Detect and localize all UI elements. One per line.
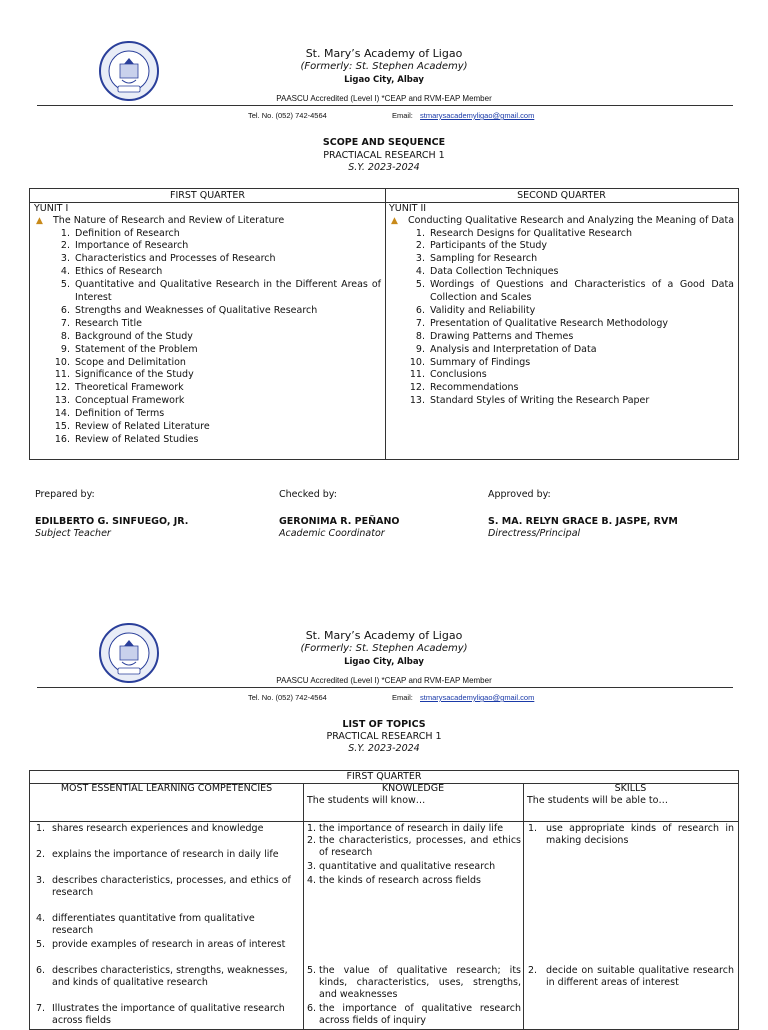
item-number: 10. xyxy=(54,356,70,368)
list-item xyxy=(385,357,734,370)
item-number: 5. xyxy=(307,965,317,976)
item-number: 3. xyxy=(60,253,70,265)
item-text: Quantitative and Qualitative Research in the Different Areas of Interest xyxy=(75,279,381,304)
list-item xyxy=(385,395,734,408)
second-quarter-heading: SECOND QUARTER xyxy=(385,189,738,203)
item-text: Standard Styles of Writing the Research Paper xyxy=(430,395,650,407)
topics-subject: PRACTICAL RESEARCH 1 xyxy=(326,731,442,742)
unit-topic xyxy=(385,215,738,228)
item-text: Analysis and Interpretation of Data xyxy=(430,343,597,355)
item-number: 4. xyxy=(36,913,46,924)
school-former-name: (Formerly: St. Stephen Academy) xyxy=(300,61,468,72)
item-number: 2. xyxy=(415,240,425,252)
telephone-number: Tel. No. (052) 742-4564 xyxy=(248,111,327,120)
item-number: 11. xyxy=(54,369,70,381)
unit-topic-text: The Nature of Research and Review of Literature xyxy=(53,215,285,226)
table-cell-item xyxy=(36,875,298,899)
item-number: 10. xyxy=(409,356,425,368)
item-text: Ethics of Research xyxy=(75,266,163,278)
approved-by-label: Approved by: xyxy=(488,489,551,500)
list-item xyxy=(30,344,381,357)
item-text: Characteristics and Processes of Research xyxy=(75,253,276,265)
list-of-topics-table xyxy=(29,770,739,1030)
scope-sequence-table xyxy=(29,188,739,460)
list-item xyxy=(385,318,734,331)
item-text: provide examples of research in areas of interest xyxy=(52,939,286,950)
item-number: 2. xyxy=(60,240,70,252)
item-number: 1. xyxy=(60,227,70,239)
column-divider xyxy=(303,783,304,1029)
checked-by-name: GERONIMA R. PEÑANO xyxy=(279,516,400,527)
item-number: 1. xyxy=(415,227,425,239)
approved-by-name: S. MA. RELYN GRACE B. JASPE, RVM xyxy=(488,516,678,527)
unit-label: YUNIT II xyxy=(389,203,427,214)
item-text: Review of Related Literature xyxy=(75,421,210,433)
header-divider xyxy=(37,105,733,106)
item-text: Review of Related Studies xyxy=(75,434,199,445)
topics-title: LIST OF TOPICS xyxy=(342,719,426,730)
list-item xyxy=(30,253,381,266)
list-item xyxy=(385,228,734,241)
item-text: decide on suitable qualitative research in different areas of interest xyxy=(546,965,734,988)
table-cell-item xyxy=(36,1003,298,1027)
skills-header-sub: The students will be able to… xyxy=(527,795,668,806)
item-number: 7. xyxy=(415,317,425,329)
table-cell-item xyxy=(307,875,521,887)
item-number: 6. xyxy=(307,1003,317,1014)
list-item xyxy=(385,382,734,395)
item-text: Participants of the Study xyxy=(430,240,548,252)
arrow-bullet-icon: ▲ xyxy=(36,216,43,226)
item-text: Scope and Delimitation xyxy=(75,356,186,368)
item-number: 2. xyxy=(36,849,46,860)
item-text: the value of qualitative research; its kinds, characteristics, uses, strengths, and weaknesses xyxy=(319,965,521,1000)
item-text: describes characteristics, processes, and ethics of research xyxy=(52,875,291,898)
item-text: Conceptual Framework xyxy=(75,395,185,407)
item-number: 14. xyxy=(54,408,70,420)
list-item xyxy=(30,434,381,447)
item-text: Background of the Study xyxy=(75,330,193,342)
first-quarter-topic-list xyxy=(30,228,385,447)
list-item xyxy=(385,331,734,344)
table-header-row xyxy=(30,783,738,822)
table-cell-item xyxy=(528,823,734,847)
item-number: 13. xyxy=(54,395,70,407)
list-item xyxy=(385,369,734,382)
item-number: 3. xyxy=(36,875,46,886)
item-number: 9. xyxy=(60,343,70,355)
item-text: Conclusions xyxy=(430,369,487,381)
item-number: 2. xyxy=(528,965,538,976)
item-text: Research Title xyxy=(75,317,142,329)
item-number: 6. xyxy=(36,965,46,976)
table-cell-item xyxy=(307,835,521,859)
table-cell-item xyxy=(36,939,298,951)
school-former-name: (Formerly: St. Stephen Academy) xyxy=(300,643,468,654)
skills-header-label: SKILLS xyxy=(614,783,647,794)
item-text: use appropriate kinds of research in making decisions xyxy=(546,823,734,846)
item-number: 3. xyxy=(415,253,425,265)
telephone-number: Tel. No. (052) 742-4564 xyxy=(248,693,327,702)
school-city: Ligao City, Albay xyxy=(344,657,424,667)
item-number: 5. xyxy=(415,279,425,291)
list-item xyxy=(385,279,734,305)
list-item xyxy=(30,305,381,318)
school-city: Ligao City, Albay xyxy=(344,75,424,85)
table-cell-item xyxy=(36,849,298,861)
list-item xyxy=(385,344,734,357)
item-text: differentiates quantitative from qualitative research xyxy=(52,913,255,936)
item-number: 15. xyxy=(54,421,70,433)
second-quarter-column xyxy=(385,189,738,459)
list-item xyxy=(385,266,734,279)
item-number: 5. xyxy=(60,279,70,291)
unit-label: YUNIT I xyxy=(34,203,69,214)
item-number: 4. xyxy=(60,266,70,278)
list-item xyxy=(30,395,381,408)
quarter-heading: FIRST QUARTER xyxy=(30,771,738,784)
item-number: 8. xyxy=(60,330,70,342)
list-item xyxy=(30,357,381,370)
item-number: 9. xyxy=(415,343,425,355)
prepared-by-role: Subject Teacher xyxy=(35,528,111,539)
prepared-by-label: Prepared by: xyxy=(35,489,95,500)
item-text: the kinds of research across fields xyxy=(319,875,481,886)
prepared-by-name: EDILBERTO G. SINFUEGO, JR. xyxy=(35,516,189,527)
competencies-header-label: MOST ESSENTIAL LEARNING COMPETENCIES xyxy=(60,783,273,794)
item-number: 7. xyxy=(36,1003,46,1014)
table-cell-item xyxy=(307,1003,521,1027)
approved-by-role: Directress/Principal xyxy=(488,528,581,539)
item-text: Drawing Patterns and Themes xyxy=(430,330,574,342)
list-item xyxy=(30,318,381,331)
item-text: Recommendations xyxy=(430,382,519,394)
item-text: Presentation of Qualitative Research Methodology xyxy=(430,317,668,329)
table-cell-item xyxy=(307,861,521,873)
item-text: Validity and Reliability xyxy=(430,304,536,316)
item-text: Wordings of Questions and Characteristics of a Good Data Collection and Scales xyxy=(430,279,734,304)
item-text: Sampling for Research xyxy=(430,253,538,265)
school-name: St. Mary’s Academy of Ligao xyxy=(305,629,463,642)
item-text: Significance of the Study xyxy=(75,369,194,381)
list-item xyxy=(30,266,381,279)
knowledge-header-sub: The students will know… xyxy=(307,795,426,806)
item-text: quantitative and qualitative research xyxy=(319,861,496,872)
item-number: 2. xyxy=(307,835,317,846)
list-item xyxy=(30,421,381,434)
item-number: 7. xyxy=(60,317,70,329)
accreditation-line: PAASCU Accredited (Level I) *CEAP and RVM-EAP Member xyxy=(276,94,492,103)
item-text: Summary of Findings xyxy=(430,356,531,368)
item-number: 5. xyxy=(36,939,46,950)
first-quarter-column xyxy=(30,189,386,459)
topics-school-year: S.Y. 2023-2024 xyxy=(348,743,420,754)
item-text: Research Designs for Qualitative Research xyxy=(430,227,633,239)
column-divider xyxy=(523,783,524,1029)
email-link[interactable]: stmarysacademyligao@gmail.com xyxy=(420,693,535,702)
item-number: 16. xyxy=(54,434,70,445)
item-text: Definition of Terms xyxy=(75,408,165,420)
item-text: the importance of qualitative research across fields of inquiry xyxy=(319,1003,521,1026)
accreditation-line: PAASCU Accredited (Level I) *CEAP and RVM-EAP Member xyxy=(276,676,492,685)
knowledge-header xyxy=(303,783,523,821)
item-number: 13. xyxy=(409,395,425,407)
arrow-bullet-icon: ▲ xyxy=(391,216,398,226)
item-text: describes characteristics, strengths, weaknesses, and kinds of qualitative research xyxy=(52,965,288,988)
item-number: 6. xyxy=(60,304,70,316)
table-cell-item xyxy=(36,913,298,937)
scope-title: SCOPE AND SEQUENCE xyxy=(322,137,446,148)
item-text: Strengths and Weaknesses of Qualitative Research xyxy=(75,304,318,316)
competencies-header xyxy=(30,783,303,821)
item-number: 12. xyxy=(409,382,425,394)
item-number: 1. xyxy=(528,823,538,834)
list-item xyxy=(30,240,381,253)
list-item xyxy=(30,228,381,241)
item-number: 12. xyxy=(54,382,70,394)
email-label: Email: xyxy=(392,693,413,702)
list-item xyxy=(30,382,381,395)
email-label: Email: xyxy=(392,111,413,120)
item-number: 4. xyxy=(307,875,317,886)
item-text: Theoretical Framework xyxy=(75,382,184,394)
item-number: 6. xyxy=(415,304,425,316)
table-cell-item xyxy=(307,965,521,1001)
table-cell-item xyxy=(36,965,298,989)
item-number: 1. xyxy=(36,823,46,834)
checked-by-role: Academic Coordinator xyxy=(279,528,385,539)
item-text: explains the importance of research in daily life xyxy=(52,849,279,860)
item-text: the importance of research in daily life xyxy=(319,823,504,834)
header-divider xyxy=(37,687,733,688)
list-item xyxy=(30,279,381,305)
scope-school-year: S.Y. 2023-2024 xyxy=(348,162,420,173)
item-text: Data Collection Techniques xyxy=(430,266,559,278)
email-link[interactable]: stmarysacademyligao@gmail.com xyxy=(420,111,535,120)
skills-header xyxy=(523,783,738,821)
list-item xyxy=(30,408,381,421)
scope-subject: PRACTIACAL RESEARCH 1 xyxy=(323,150,445,161)
table-cell-item xyxy=(528,965,734,989)
table-cell-item xyxy=(36,823,298,835)
list-item xyxy=(30,331,381,344)
unit-topic xyxy=(30,215,385,228)
item-text: Statement of the Problem xyxy=(75,343,198,355)
item-text: Definition of Research xyxy=(75,227,180,239)
first-quarter-heading: FIRST QUARTER xyxy=(30,189,385,203)
school-name: St. Mary’s Academy of Ligao xyxy=(305,47,463,60)
item-text: shares research experiences and knowledge xyxy=(52,823,264,834)
item-text: Importance of Research xyxy=(75,240,189,252)
checked-by-label: Checked by: xyxy=(279,489,337,500)
list-item xyxy=(385,253,734,266)
table-cell-item xyxy=(307,823,521,835)
unit-topic-text: Conducting Qualitative Research and Analyzing the Meaning of Data xyxy=(408,215,735,226)
list-item xyxy=(385,240,734,253)
item-text: the characteristics, processes, and ethics of research xyxy=(319,835,521,858)
item-number: 4. xyxy=(415,266,425,278)
item-number: 1. xyxy=(307,823,317,834)
list-item xyxy=(30,369,381,382)
item-text: Illustrates the importance of qualitative research across fields xyxy=(52,1003,285,1026)
knowledge-header-label: KNOWLEDGE xyxy=(381,783,445,794)
second-quarter-topic-list xyxy=(385,228,738,409)
item-number: 11. xyxy=(409,369,425,381)
list-item xyxy=(385,305,734,318)
item-number: 3. xyxy=(307,861,317,872)
item-number: 8. xyxy=(415,330,425,342)
